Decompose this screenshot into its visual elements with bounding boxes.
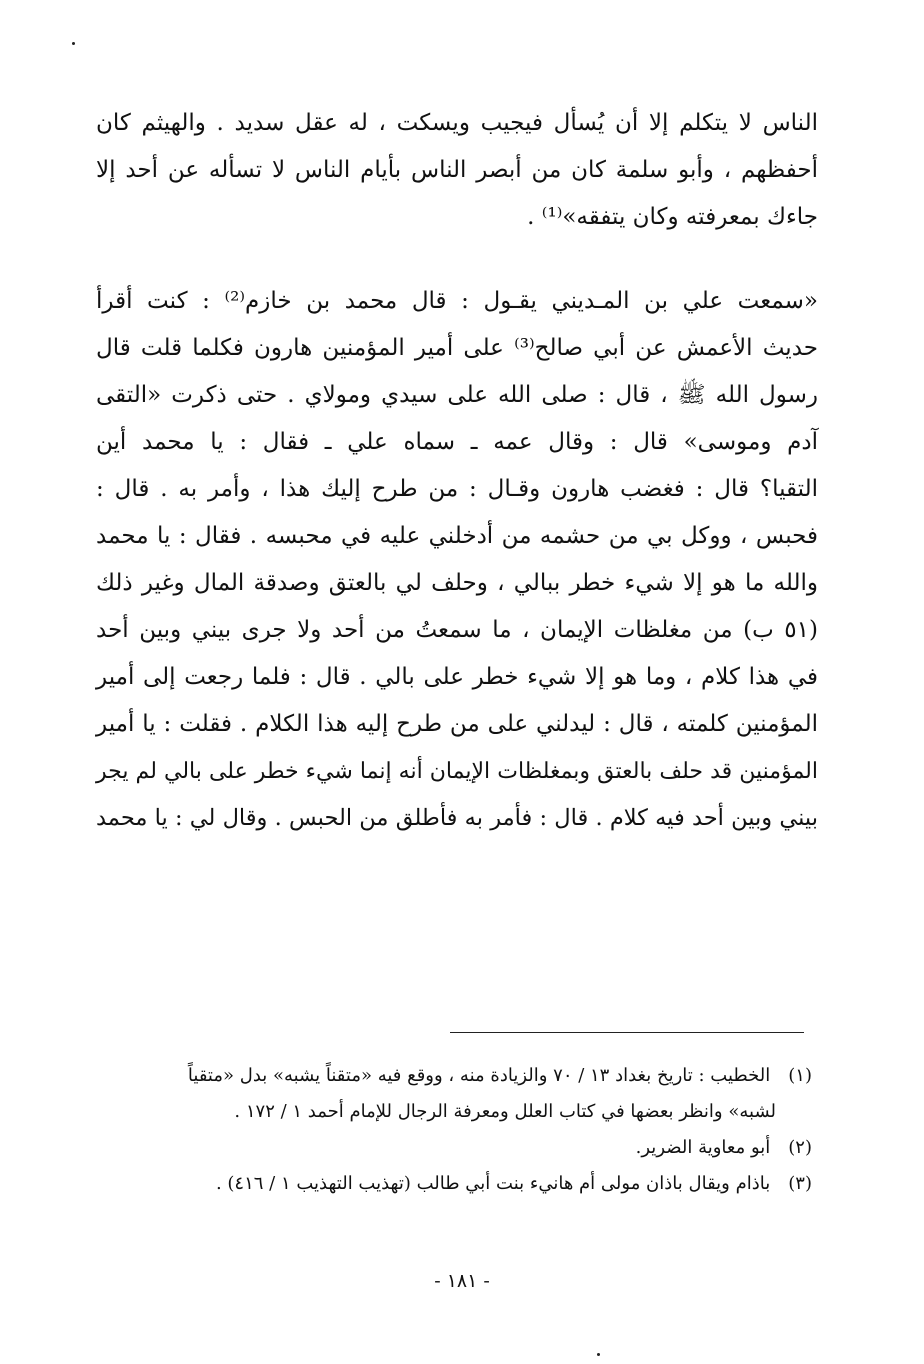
- footnote-text: باذام ويقال باذان مولى أم هانيء بنت أبي طالب (تهذيب التهذيب ١ / ٤١٦) .: [215, 1173, 771, 1194]
- footnote-text: لشبه» وانظر بعضها في كتاب العلل ومعرفة الرجال للإمام أحمد ١ / ١٧٢ .: [234, 1101, 776, 1122]
- text-line: (٥١ ب) من مغلظات الإيمان ، ما سمعتُ من أحد ولا جرى بيني وبين أحد: [96, 617, 818, 643]
- paragraph-1: [96, 100, 818, 241]
- text-line: والله ما هو إلا شيء خطر ببالي ، وحلف لي بالعتق وصدقة المال وغير ذلك: [96, 570, 818, 596]
- footnote-text: أبو معاوية الضرير.: [635, 1137, 771, 1158]
- text-line: فحبس ، ووكل بي من حشمه من أدخلني عليه في محبسه . فقال : يا محمد: [96, 523, 818, 549]
- text-line: الناس لا يتكلم إلا أن يُسأل فيجيب ويسكت ، له عقل سديد . والهيثم كان: [96, 110, 818, 136]
- text-line: حديث الأعمش عن أبي صالح⁽³⁾ على أمير المؤمنين هارون فكلما قلت قال: [96, 335, 819, 361]
- text-line: في هذا كلام ، وما هو إلا شيء خطر على بالي . قال : فلما رجعت إلى أمير: [96, 664, 818, 690]
- footnote-line: [100, 1166, 812, 1202]
- footnote-2: [100, 1130, 812, 1166]
- footnote-text: الخطيب : تاريخ بغداد ١٣ / ٧٠ والزيادة منه ، ووقع فيه «متقناً يشبه» بدل «متقياً: [187, 1065, 771, 1086]
- footnote-number: (٢): [788, 1137, 812, 1158]
- text-line: بيني وبين أحد فيه كلام . قال : فأمر به فأطلق من الحبس . وقال لي : يا محمد: [96, 805, 818, 831]
- paragraph-2: [96, 278, 818, 842]
- text-line: «سمعت علي بن المـديني يقـول : قال محمد بن خازم⁽²⁾ : كنت أقرأ: [96, 288, 818, 314]
- footnote-3: [100, 1166, 812, 1202]
- text-line: أحفظهم ، وأبو سلمة كان من أبصر الناس بأيام الناس لا تسأله عن أحد إلا: [96, 157, 818, 183]
- scan-speck: [597, 1353, 600, 1356]
- text-line: المؤمنين كلمته ، قال : ليدلني على من طرح إليه هذا الكلام . فقلت : يا أمير: [96, 711, 818, 737]
- text-line: رسول الله ﷺ ، قال : صلى الله على سيدي ومولاي . حتى ذكرت «التقى: [96, 382, 818, 408]
- page-number: - ١٨١ -: [434, 1270, 490, 1292]
- text-line: التقيا؟ قال : فغضب هارون وقـال : من طرح إليك هذا ، وأمر به . قال :: [96, 476, 818, 502]
- footnote-line: [100, 1058, 812, 1094]
- footnote-1: [100, 1058, 812, 1130]
- text-line: آدم وموسى» قال : وقال عمه ـ سماه علي ـ فقال : يا محمد أين: [96, 429, 818, 455]
- footnote-number: (٣): [788, 1173, 812, 1194]
- text-line: جاءك بمعرفته وكان يتفقه»⁽¹⁾ .: [527, 204, 818, 230]
- footnotes: [100, 1058, 812, 1202]
- text-line: المؤمنين قد حلف بالعتق وبمغلظات الإيمان أنه إنما شيء خطر على بالي لم يجر: [96, 759, 818, 784]
- footnote-number: (١): [788, 1065, 812, 1086]
- footnote-separator: [450, 1032, 804, 1033]
- footnote-line: [100, 1130, 812, 1166]
- scan-speck: [72, 42, 75, 45]
